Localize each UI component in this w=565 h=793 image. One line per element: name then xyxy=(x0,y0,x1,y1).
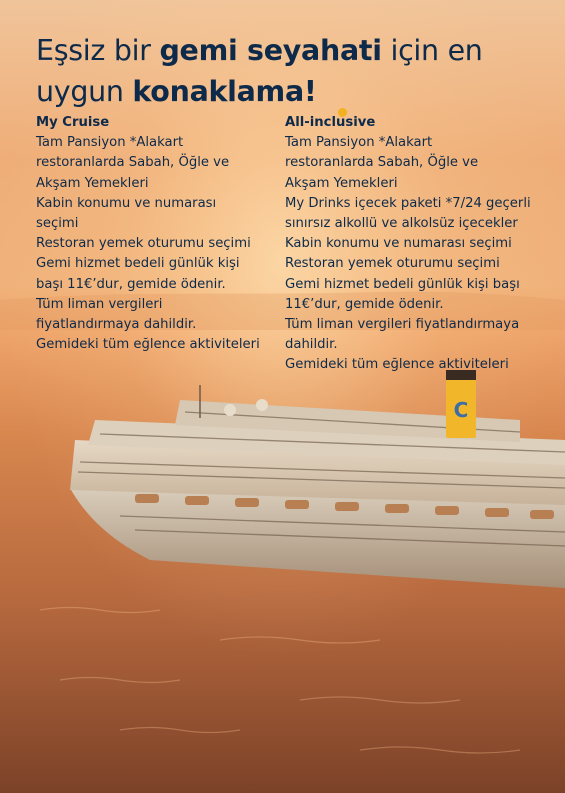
headline-text: için en xyxy=(381,34,483,67)
feature-line: Gemi hizmet bedeli günlük kişi xyxy=(36,256,240,272)
feature-line: Tüm liman vergileri xyxy=(36,296,163,312)
feature-line: Gemideki tüm eğlence aktiviteleri xyxy=(285,357,509,373)
feature-line: Restoran yemek oturumu seçimi xyxy=(36,236,251,252)
headline-bold-text: konaklama! xyxy=(132,75,317,108)
my-cruise-column xyxy=(36,113,286,355)
feature-list xyxy=(36,133,286,355)
funnel-logo: C xyxy=(453,398,469,422)
all-inclusive-column xyxy=(285,113,557,376)
feature-line: 11€’dur, gemide ödenir. xyxy=(285,296,444,312)
feature-line: dahildir. xyxy=(285,337,338,353)
feature-line: restoranlarda Sabah, Öğle ve xyxy=(36,155,230,171)
feature-line: sınırsız alkollü ve alkolsüz içecekler xyxy=(285,216,518,232)
feature-line: Akşam Yemekleri xyxy=(285,175,398,191)
headline-text: Eşsiz bir xyxy=(36,34,160,67)
feature-line: Tam Pansiyon *Alakart xyxy=(285,135,433,151)
feature-line: Gemideki tüm eğlence aktiviteleri xyxy=(36,337,260,353)
feature-line: Tüm liman vergileri fiyatlandırmaya xyxy=(285,317,520,333)
feature-line: başı 11€’dur, gemide ödenir. xyxy=(36,276,226,292)
headline xyxy=(36,30,483,112)
feature-line: Gemi hizmet bedeli günlük kişi başı xyxy=(285,276,520,292)
feature-line: Tam Pansiyon *Alakart xyxy=(36,135,184,151)
feature-line: Kabin konumu ve numarası xyxy=(36,195,217,211)
feature-line: restoranlarda Sabah, Öğle ve xyxy=(285,155,479,171)
headline-bold-text: gemi seyahati xyxy=(159,34,382,67)
feature-line: My Drinks içecek paketi *7/24 geçerli xyxy=(285,195,531,211)
feature-line: Akşam Yemekleri xyxy=(36,175,149,191)
feature-line: Kabin konumu ve numarası seçimi xyxy=(285,236,512,252)
column-heading: All-inclusive xyxy=(285,115,376,130)
feature-line: seçimi xyxy=(36,216,79,232)
column-heading: My Cruise xyxy=(36,115,110,130)
feature-line: Restoran yemek oturumu seçimi xyxy=(285,256,500,272)
feature-list xyxy=(285,133,557,375)
headline-text: uygun xyxy=(36,75,133,108)
feature-line: fiyatlandırmaya dahildir. xyxy=(36,317,197,333)
